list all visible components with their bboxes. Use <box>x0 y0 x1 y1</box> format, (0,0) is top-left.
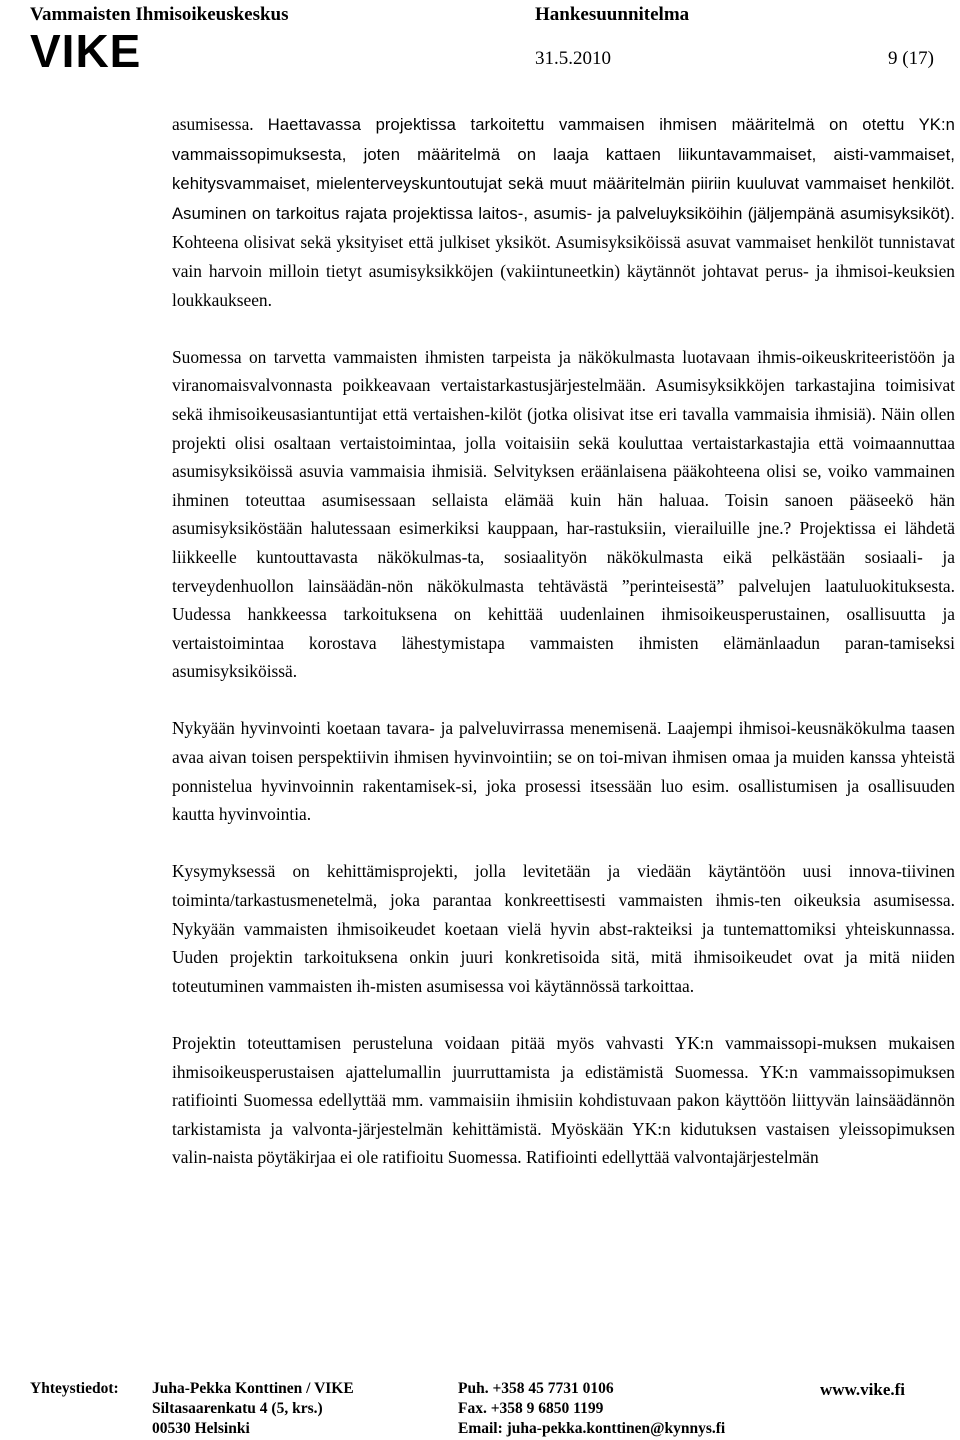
contact-phone: Puh. +358 45 7731 0106 <box>458 1380 614 1397</box>
contact-address: Siltasaarenkatu 4 (5, krs.) <box>152 1400 323 1417</box>
vike-logo: VIKE <box>30 25 142 77</box>
paragraph-1-part-4: Kohteena olisivat sekä yksityiset että julkiset yksiköt. <box>172 232 551 253</box>
contact-email[interactable]: Email: juha-pekka.konttinen@kynnys.fi <box>458 1420 726 1437</box>
paragraph-1-part-3: Asuminen on tarkoitus rajata projektissa laitos-, asumis- ja palveluyksiköihin (jäljempänä asumisyksiköt). <box>172 203 955 223</box>
page-footer <box>0 1380 960 1440</box>
paragraph-1-part-5: Asumisyksiköissä asuvat vammaiset henkilöt tunnistavat vain harvoin milloin tietyt asumisyksikköjen (vakiintuneetkin) käytännöt johtavat perus- ja ihmisoi-keuksien loukkaukseen. <box>172 232 955 310</box>
paragraph-1-part-1: asumisessa. <box>172 114 268 134</box>
page-header <box>0 0 960 80</box>
page-number: 9 (17) <box>888 48 934 69</box>
contact-fax: Fax. +358 9 6850 1199 <box>458 1400 604 1417</box>
paragraph-5: Projektin toteuttamisen perusteluna voidaan pitää myös vahvasti YK:n vammaissopi-muksen mukaisen ihmisoikeusperustaisen ajattelumallin juurruttamista ja edistämistä Suomessa. YK:n vammaissopimuksen ratifiointi Suomessa edellyttää mm. vammaisiin ihmisiin kohdistuvaan pakon käyttöön liittyvän lainsäädännön tarkistamista ja valvonta-järjestelmän kehittämistä. Myöskään YK:n kidutuksen vastaisen yleissopimuksen valin-naista pöytäkirjaa ei ole ratifioitu Suomessa. Ratifiointi edellyttää valvontajärjestelmän <box>172 1033 955 1168</box>
paragraph-4: Kysymyksessä on kehittämisprojekti, jolla levitetään ja viedään käytäntöön uusi innova-tiivinen toiminta/tarkastusmenetelmä, joka parantaa konkreettisesti vammaisten ihmis-ten oikeuksia asumisessa. Nykyään vammaisten ihmisoikeudet koetaan vielä hyvin abst-rakteiksi ja tuntemattomiksi yhteiskunnassa. Uuden projektin tarkoituksena onkin juuri konkretisoida sitä, mitä ihmisoikeudet ovat ja mitä niiden toteutuminen vammaisten ih-misten asumisessa voi käytännössä tarkoittaa. <box>172 861 955 996</box>
contact-city: 00530 Helsinki <box>152 1420 250 1437</box>
document-body <box>172 110 955 1201</box>
organization-name: Vammaisten Ihmisoikeuskeskus <box>30 4 289 25</box>
website-link[interactable]: www.vike.fi <box>820 1380 905 1399</box>
contact-name: Juha-Pekka Konttinen / VIKE <box>152 1380 354 1397</box>
paragraph-2: Suomessa on tarvetta vammaisten ihmisten tarpeista ja näkökulmasta luotavaan ihmis-oikeuskriteeristöön ja viranomaisvalvonnasta poikkeavaan vertaistarkastusjärjestelmään. Asumisyksikköjen tarkastajina toimisivat sekä ihmisoikeusasiantuntijat että vertaishen-kilöt (jotka olisivat itse eri tavalla vammaisia ihmisiä). Näin ollen projekti olisi osaltaan vertaistoimintaa, jolla voitaisiin sekä kouluttaa vertaistarkastajia että voimaannuttaa asumisyksiköissä asuvia vammaisia ihmisiä. Selvityksen eräänlaisena pääkohteena olisi se, voiko vammainen ihminen toteuttaa asumisessaan sellaista elämää kuin hän haluaa. Toisin sanoen pääseekö hän asumisyksiköstään halutessaan esimerkiksi kauppaan, har-rastuksiin, vierailuille jne.? Projektissa ei lähdetä liikkeelle kuntouttavasta näkökulmas-ta, sosiaalityön näkökulmasta eikä pelkästään sosiaali- ja terveydenhuollon lainsäädän-nön näkökulmasta tehtävästä ”perinteisestä” palvelujen laatuluokituksesta. Uudessa hankkeessa tarkoituksena on kehittää uudenlainen ihmisoikeusperustainen, osallisuutta ja vertaistoimintaa korostava lähestymistapa vammaisten ihmisten elämänlaadun paran-tamiseksi asumisyksiköissä. <box>172 346 955 682</box>
document-type: Hankesuunnitelma <box>535 4 690 25</box>
paragraph-1 <box>172 110 955 314</box>
paragraph-3: Nykyään hyvinvointi koetaan tavara- ja palveluvirrassa menemisenä. Laajempi ihmisoi-keusnäkökulma taasen avaa aivan toisen perspektiivin ihmisen hyvinvointiin; se on toi-mivan ihmisen omaa ja muiden kanssa yhteistä ponnistelua hyvinvoinnin rakentamisek-si, joka prosessi itsessään luo esim. osallistumisen ja osallisuuden kautta hyvinvointia. <box>172 718 955 825</box>
document-date: 31.5.2010 <box>535 48 611 69</box>
contact-label: Yhteystiedot: <box>30 1380 119 1397</box>
paragraph-1-part-2: Haettavassa projektissa tarkoitettu vammaisen ihmisen määritelmä on otettu YK:n vammaissopimuksesta, joten määritelmä on laaja kattaen liikuntavammaiset, aisti-vammaiset, kehitysvammaiset, mielenterveyskuntoutujat sekä muut määritelmän piiriin kuuluvat vammaiset henkilöt. <box>172 115 955 194</box>
